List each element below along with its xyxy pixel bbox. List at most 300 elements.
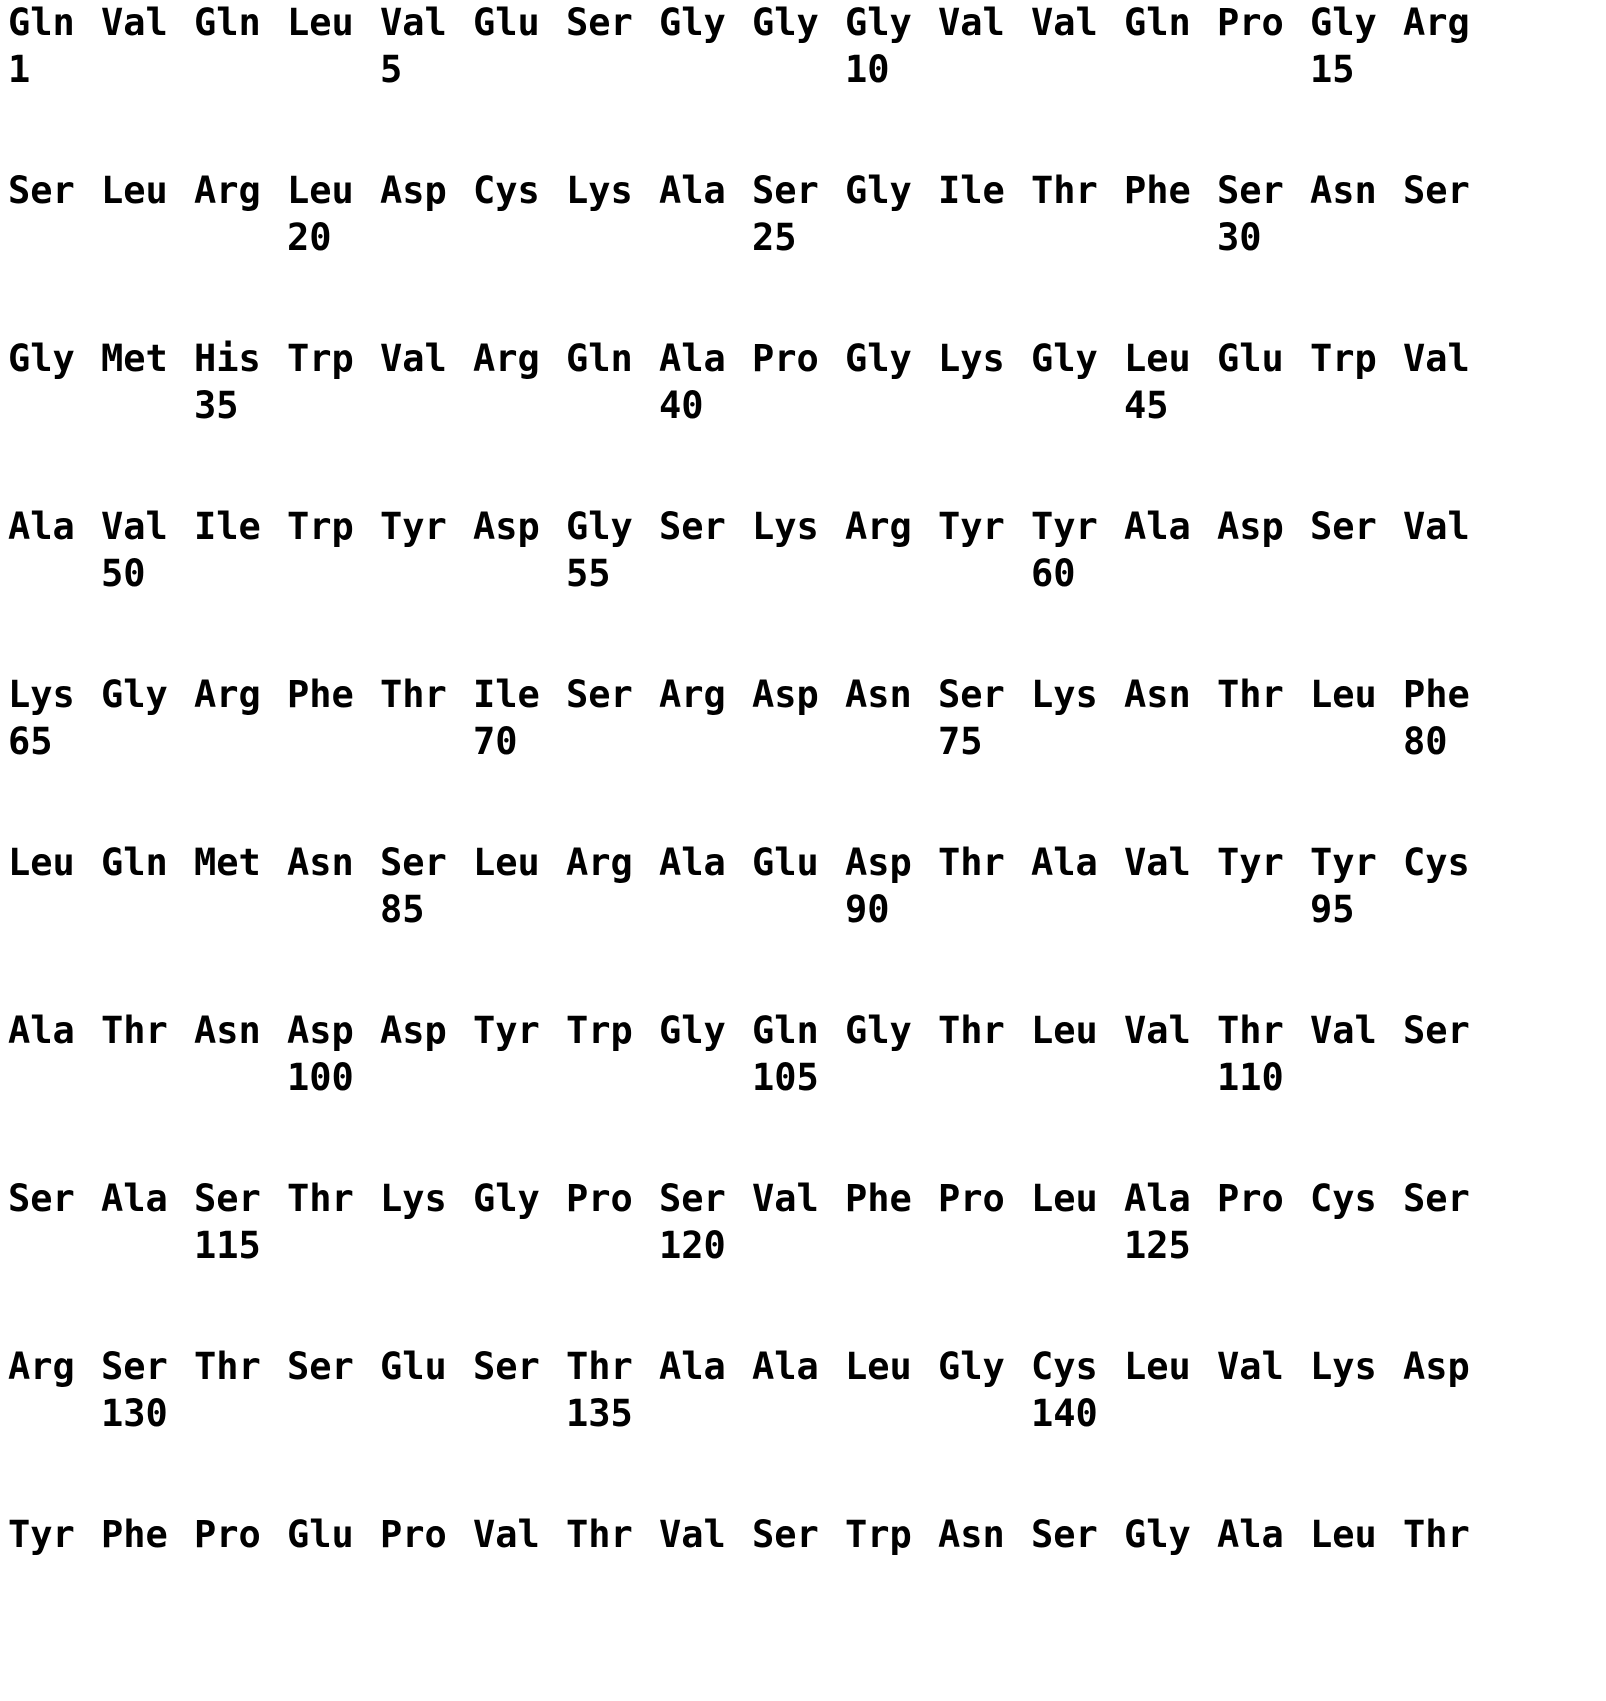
residue-cell bbox=[752, 336, 845, 382]
residue-number-cell bbox=[938, 1054, 1031, 1102]
residue-number-line bbox=[8, 718, 1606, 766]
residue-name: Tyr bbox=[8, 1513, 75, 1556]
residue-cell bbox=[1031, 840, 1124, 886]
residue-number-cell bbox=[380, 382, 473, 430]
residue-number-cell bbox=[659, 46, 752, 94]
residue-name: Arg bbox=[473, 337, 540, 380]
residue-name: Gly bbox=[845, 337, 912, 380]
residue-number-cell bbox=[1310, 1054, 1403, 1102]
residue-number-cell bbox=[1310, 214, 1403, 262]
residue-name: Asp bbox=[473, 505, 540, 548]
residue-number-cell bbox=[380, 886, 473, 934]
residue-name: Ser bbox=[1403, 169, 1470, 212]
residue-cell bbox=[1124, 1512, 1217, 1558]
residue-cell bbox=[1217, 1008, 1310, 1054]
residue-number: 65 bbox=[8, 720, 53, 763]
residue-cell bbox=[473, 1512, 566, 1558]
residue-cell bbox=[1031, 1176, 1124, 1222]
residue-cell bbox=[1031, 672, 1124, 718]
residue-cell bbox=[101, 840, 194, 886]
residue-number-cell bbox=[1403, 550, 1496, 598]
residue-number-cell bbox=[566, 382, 659, 430]
residue-number-cell bbox=[845, 1558, 938, 1606]
residue-number-cell bbox=[1124, 1558, 1217, 1606]
residue-cell bbox=[1403, 504, 1496, 550]
residue-number-cell bbox=[938, 214, 1031, 262]
residue-cell bbox=[8, 840, 101, 886]
residue-name: Thr bbox=[1031, 169, 1098, 212]
residue-name: Val bbox=[1403, 337, 1470, 380]
residue-number: 30 bbox=[1217, 216, 1262, 259]
residue-cell bbox=[1124, 168, 1217, 214]
residue-number-cell bbox=[380, 1558, 473, 1606]
residue-name: Phe bbox=[1403, 673, 1470, 716]
residue-name: Val bbox=[938, 1, 1005, 44]
residue-cell bbox=[380, 1512, 473, 1558]
residue-name: Trp bbox=[287, 337, 354, 380]
residue-name: Asn bbox=[287, 841, 354, 884]
residue-number-cell bbox=[380, 1222, 473, 1270]
residue-name: Tyr bbox=[1217, 841, 1284, 884]
residue-cell bbox=[380, 1008, 473, 1054]
residue-number-cell bbox=[380, 718, 473, 766]
residue-name: Gly bbox=[566, 505, 633, 548]
residue-cell bbox=[1217, 1176, 1310, 1222]
residue-cell bbox=[380, 504, 473, 550]
sequence-row bbox=[8, 672, 1606, 840]
residue-name: Ser bbox=[1310, 505, 1377, 548]
residue-number-cell bbox=[287, 382, 380, 430]
residue-name: Thr bbox=[1217, 1009, 1284, 1052]
residue-number-cell bbox=[101, 718, 194, 766]
residue-cell bbox=[101, 168, 194, 214]
residue-cell bbox=[287, 504, 380, 550]
residue-name: Cys bbox=[473, 169, 540, 212]
residue-name: Ala bbox=[659, 337, 726, 380]
residue-number-cell bbox=[938, 718, 1031, 766]
residue-cell bbox=[194, 336, 287, 382]
residue-name: Glu bbox=[1217, 337, 1284, 380]
residue-number-cell bbox=[659, 550, 752, 598]
residue-name: Tyr bbox=[1310, 841, 1377, 884]
residue-number-cell bbox=[1217, 1558, 1310, 1606]
residue-cell bbox=[1031, 1344, 1124, 1390]
residue-cell bbox=[1124, 840, 1217, 886]
residue-name: Ala bbox=[752, 1345, 819, 1388]
residue-name: Thr bbox=[287, 1177, 354, 1220]
residue-number-cell bbox=[287, 1558, 380, 1606]
residue-cell bbox=[101, 1008, 194, 1054]
residue-name: Val bbox=[473, 1513, 540, 1556]
residue-cell bbox=[1310, 1344, 1403, 1390]
residue-cell bbox=[752, 1344, 845, 1390]
residue-name: Gly bbox=[473, 1177, 540, 1220]
residue-number-cell bbox=[194, 718, 287, 766]
residue-number-cell bbox=[380, 214, 473, 262]
residue-name: Lys bbox=[566, 169, 633, 212]
residue-name: Ile bbox=[938, 169, 1005, 212]
residue-name: Gln bbox=[8, 1, 75, 44]
residue-cell bbox=[101, 1512, 194, 1558]
residue-number-cell bbox=[1310, 1558, 1403, 1606]
residue-name: Ser bbox=[566, 1, 633, 44]
residue-number: 15 bbox=[1310, 48, 1355, 91]
residue-name: Gln bbox=[194, 1, 261, 44]
residue-name: Val bbox=[101, 505, 168, 548]
sequence-row bbox=[8, 840, 1606, 1008]
residue-cell bbox=[287, 336, 380, 382]
residue-cell bbox=[287, 0, 380, 46]
residue-number-cell bbox=[101, 550, 194, 598]
residue-number: 90 bbox=[845, 888, 890, 931]
residue-number-cell bbox=[1403, 718, 1496, 766]
residue-name: Ser bbox=[1403, 1009, 1470, 1052]
residue-cell bbox=[1310, 1008, 1403, 1054]
residue-number-cell bbox=[659, 1054, 752, 1102]
residue-cell bbox=[845, 1512, 938, 1558]
residue-number-cell bbox=[1031, 1222, 1124, 1270]
residue-number: 125 bbox=[1124, 1224, 1191, 1267]
residue-cell bbox=[938, 168, 1031, 214]
residue-number-cell bbox=[1031, 1558, 1124, 1606]
residue-name: Trp bbox=[566, 1009, 633, 1052]
residue-number-cell bbox=[1310, 886, 1403, 934]
residue-name: Ala bbox=[659, 1345, 726, 1388]
residue-number-cell bbox=[845, 1390, 938, 1438]
residue-number-cell bbox=[380, 1390, 473, 1438]
residue-name: Ser bbox=[938, 673, 1005, 716]
residue-name: Ser bbox=[1031, 1513, 1098, 1556]
residue-number-cell bbox=[752, 382, 845, 430]
residue-name: Thr bbox=[194, 1345, 261, 1388]
residue-number-cell bbox=[194, 46, 287, 94]
residue-name: His bbox=[194, 337, 261, 380]
residue-name: Pro bbox=[938, 1177, 1005, 1220]
residue-name: Gly bbox=[845, 1009, 912, 1052]
residue-name: Glu bbox=[380, 1345, 447, 1388]
residue-cell bbox=[659, 1512, 752, 1558]
residue-number-cell bbox=[752, 718, 845, 766]
residue-cell bbox=[1403, 1176, 1496, 1222]
residue-name: Cys bbox=[1310, 1177, 1377, 1220]
residue-number: 5 bbox=[380, 48, 403, 91]
residue-cell bbox=[938, 1008, 1031, 1054]
residue-name: Arg bbox=[194, 169, 261, 212]
residue-name: Thr bbox=[380, 673, 447, 716]
residue-name: Arg bbox=[659, 673, 726, 716]
residue-name: Pro bbox=[752, 337, 819, 380]
residue-name: Glu bbox=[473, 1, 540, 44]
residue-cell bbox=[938, 504, 1031, 550]
residue-cell bbox=[1124, 1344, 1217, 1390]
residue-number-cell bbox=[1124, 382, 1217, 430]
residue-number-cell bbox=[752, 1054, 845, 1102]
residue-number-cell bbox=[1031, 886, 1124, 934]
residue-name: Lys bbox=[1031, 673, 1098, 716]
residue-number-cell bbox=[1217, 46, 1310, 94]
residue-number-cell bbox=[1031, 214, 1124, 262]
residue-cell bbox=[938, 0, 1031, 46]
residue-name: Leu bbox=[1124, 1345, 1191, 1388]
residue-number-cell bbox=[659, 1558, 752, 1606]
residue-number: 60 bbox=[1031, 552, 1076, 595]
residue-number-cell bbox=[287, 550, 380, 598]
residue-number-line bbox=[8, 1390, 1606, 1438]
residue-cell bbox=[752, 672, 845, 718]
residue-cell bbox=[566, 1176, 659, 1222]
residue-number-cell bbox=[659, 1222, 752, 1270]
residue-number-cell bbox=[287, 718, 380, 766]
residue-cell bbox=[1031, 1512, 1124, 1558]
residue-cell bbox=[1310, 1176, 1403, 1222]
residue-name: Ala bbox=[1124, 1177, 1191, 1220]
residue-name: Val bbox=[1124, 1009, 1191, 1052]
residue-name: Arg bbox=[845, 505, 912, 548]
residue-number-cell bbox=[473, 886, 566, 934]
residue-name: Ser bbox=[752, 169, 819, 212]
residue-cell bbox=[473, 168, 566, 214]
residue-name: Leu bbox=[1124, 337, 1191, 380]
residue-number-cell bbox=[752, 1558, 845, 1606]
residue-cell bbox=[1403, 168, 1496, 214]
residue-cell bbox=[287, 1176, 380, 1222]
residue-cell bbox=[473, 672, 566, 718]
residue-cell bbox=[194, 0, 287, 46]
residue-number-line bbox=[8, 46, 1606, 94]
residue-name: Ser bbox=[566, 673, 633, 716]
residue-number-cell bbox=[1031, 1054, 1124, 1102]
residue-number-cell bbox=[938, 550, 1031, 598]
residue-name: Val bbox=[380, 337, 447, 380]
residue-name: Met bbox=[101, 337, 168, 380]
residue-name: Ser bbox=[194, 1177, 261, 1220]
residue-cell bbox=[380, 336, 473, 382]
residue-number: 55 bbox=[566, 552, 611, 595]
residue-cell bbox=[1124, 336, 1217, 382]
residue-cell bbox=[1031, 1008, 1124, 1054]
residue-name: Phe bbox=[845, 1177, 912, 1220]
residue-cell bbox=[752, 504, 845, 550]
residue-number: 70 bbox=[473, 720, 518, 763]
residue-number-cell bbox=[287, 1054, 380, 1102]
residue-cell bbox=[659, 840, 752, 886]
residue-number-cell bbox=[566, 1054, 659, 1102]
residue-name: Ser bbox=[101, 1345, 168, 1388]
residue-name: Leu bbox=[1031, 1009, 1098, 1052]
residue-number-cell bbox=[8, 718, 101, 766]
residue-number-cell bbox=[380, 46, 473, 94]
residue-number-cell bbox=[566, 550, 659, 598]
residue-cell bbox=[752, 0, 845, 46]
residue-cell bbox=[287, 840, 380, 886]
residue-number-cell bbox=[566, 1558, 659, 1606]
residue-cell bbox=[194, 672, 287, 718]
residue-number-cell bbox=[845, 46, 938, 94]
residue-number-cell bbox=[380, 550, 473, 598]
sequence-row bbox=[8, 1344, 1606, 1512]
residue-number: 120 bbox=[659, 1224, 726, 1267]
residue-name: Tyr bbox=[380, 505, 447, 548]
residue-name: Gly bbox=[1310, 1, 1377, 44]
residue-cell bbox=[1403, 0, 1496, 46]
residue-name: Leu bbox=[1031, 1177, 1098, 1220]
residue-number-cell bbox=[287, 214, 380, 262]
residue-cell bbox=[566, 336, 659, 382]
residue-name: Gly bbox=[101, 673, 168, 716]
sequence-row bbox=[8, 336, 1606, 504]
residue-name: Lys bbox=[752, 505, 819, 548]
residue-number-cell bbox=[659, 214, 752, 262]
residue-cell bbox=[194, 1512, 287, 1558]
residue-name: Asn bbox=[1310, 169, 1377, 212]
residue-cell bbox=[659, 336, 752, 382]
residue-cell bbox=[659, 1008, 752, 1054]
residue-cell bbox=[845, 840, 938, 886]
residue-name: Ser bbox=[380, 841, 447, 884]
residue-name: Ala bbox=[659, 841, 726, 884]
residue-number-cell bbox=[8, 1558, 101, 1606]
residue-name: Glu bbox=[287, 1513, 354, 1556]
residue-cell bbox=[8, 1008, 101, 1054]
residue-cell bbox=[938, 840, 1031, 886]
residue-cell bbox=[659, 168, 752, 214]
residue-cell bbox=[8, 504, 101, 550]
residue-name: Gly bbox=[1124, 1513, 1191, 1556]
residue-cell bbox=[845, 1344, 938, 1390]
residue-cell bbox=[101, 672, 194, 718]
residue-number: 10 bbox=[845, 48, 890, 91]
residue-name: Thr bbox=[566, 1513, 633, 1556]
residue-number-line bbox=[8, 382, 1606, 430]
residue-name: Arg bbox=[8, 1345, 75, 1388]
residue-cell bbox=[1217, 0, 1310, 46]
residue-number-cell bbox=[8, 46, 101, 94]
residue-number-cell bbox=[1310, 382, 1403, 430]
residue-cell bbox=[473, 840, 566, 886]
residue-cell bbox=[1310, 1512, 1403, 1558]
residue-name: Arg bbox=[194, 673, 261, 716]
residue-name: Val bbox=[1310, 1009, 1377, 1052]
residue-number-cell bbox=[1217, 214, 1310, 262]
residue-cell bbox=[1124, 0, 1217, 46]
residue-number-cell bbox=[473, 46, 566, 94]
residue-name: Asn bbox=[938, 1513, 1005, 1556]
residue-name: Gln bbox=[1124, 1, 1191, 44]
residue-name: Phe bbox=[1124, 169, 1191, 212]
residue-number: 1 bbox=[8, 48, 31, 91]
residue-number: 100 bbox=[287, 1056, 354, 1099]
residue-cell bbox=[380, 1176, 473, 1222]
residue-name: Ser bbox=[752, 1513, 819, 1556]
residue-number-cell bbox=[1031, 718, 1124, 766]
residue-cell bbox=[473, 0, 566, 46]
residue-number: 135 bbox=[566, 1392, 633, 1435]
residue-cell bbox=[845, 336, 938, 382]
residue-cell bbox=[1310, 168, 1403, 214]
residue-name: Gly bbox=[8, 337, 75, 380]
residue-name: Gly bbox=[845, 169, 912, 212]
residue-number-cell bbox=[1031, 550, 1124, 598]
residue-name: Thr bbox=[938, 1009, 1005, 1052]
residue-number-line bbox=[8, 1558, 1606, 1606]
residue-number-cell bbox=[566, 214, 659, 262]
residue-number-cell bbox=[473, 1390, 566, 1438]
residue-number-cell bbox=[938, 1222, 1031, 1270]
residue-number-cell bbox=[1031, 46, 1124, 94]
residue-cell bbox=[8, 1176, 101, 1222]
residue-number-cell bbox=[101, 214, 194, 262]
residue-cell bbox=[194, 168, 287, 214]
residue-name: Pro bbox=[1217, 1, 1284, 44]
residue-number-cell bbox=[473, 1222, 566, 1270]
residue-number-cell bbox=[194, 550, 287, 598]
residue-cell bbox=[1124, 672, 1217, 718]
residue-name: Tyr bbox=[938, 505, 1005, 548]
residue-number-cell bbox=[1403, 1558, 1496, 1606]
residue-cell bbox=[566, 840, 659, 886]
residue-cell bbox=[1310, 672, 1403, 718]
residue-number: 40 bbox=[659, 384, 704, 427]
residue-number-cell bbox=[473, 1558, 566, 1606]
residue-name: Ser bbox=[8, 1177, 75, 1220]
residue-cell bbox=[566, 1008, 659, 1054]
residue-number-cell bbox=[566, 46, 659, 94]
residue-name: Phe bbox=[287, 673, 354, 716]
residue-number-cell bbox=[194, 1390, 287, 1438]
residue-name: Ser bbox=[1403, 1177, 1470, 1220]
residue-name: Ser bbox=[659, 1177, 726, 1220]
residue-number-line bbox=[8, 886, 1606, 934]
residue-cell bbox=[1403, 1344, 1496, 1390]
residue-number-cell bbox=[659, 1390, 752, 1438]
residue-number-cell bbox=[473, 1054, 566, 1102]
residue-number-cell bbox=[473, 550, 566, 598]
residue-number-cell bbox=[1124, 550, 1217, 598]
residue-number-cell bbox=[8, 214, 101, 262]
residue-name: Val bbox=[1217, 1345, 1284, 1388]
residue-name: Gly bbox=[752, 1, 819, 44]
residue-cell bbox=[194, 1008, 287, 1054]
residue-cell bbox=[1217, 840, 1310, 886]
residue-cell bbox=[1124, 1008, 1217, 1054]
residue-name: Ile bbox=[194, 505, 261, 548]
residue-number-cell bbox=[101, 1054, 194, 1102]
residue-cell bbox=[194, 1344, 287, 1390]
residue-cell bbox=[1403, 840, 1496, 886]
residue-number-cell bbox=[566, 886, 659, 934]
residue-name: Ala bbox=[1031, 841, 1098, 884]
residue-number: 50 bbox=[101, 552, 146, 595]
residue-name: Pro bbox=[380, 1513, 447, 1556]
residue-number-cell bbox=[845, 718, 938, 766]
residue-number: 35 bbox=[194, 384, 239, 427]
residue-number-cell bbox=[1403, 46, 1496, 94]
residue-name: Asp bbox=[752, 673, 819, 716]
residue-number-cell bbox=[1031, 1390, 1124, 1438]
residue-name: Val bbox=[1403, 505, 1470, 548]
residue-name: Ala bbox=[1217, 1513, 1284, 1556]
residue-cell bbox=[845, 504, 938, 550]
residue-number-cell bbox=[938, 46, 1031, 94]
residue-name: Gly bbox=[659, 1009, 726, 1052]
residue-name: Thr bbox=[566, 1345, 633, 1388]
residue-number-cell bbox=[194, 1558, 287, 1606]
residue-number-cell bbox=[1310, 718, 1403, 766]
residue-number-cell bbox=[752, 46, 845, 94]
residue-cell bbox=[380, 168, 473, 214]
residue-name: Pro bbox=[1217, 1177, 1284, 1220]
residue-name: Gly bbox=[659, 1, 726, 44]
